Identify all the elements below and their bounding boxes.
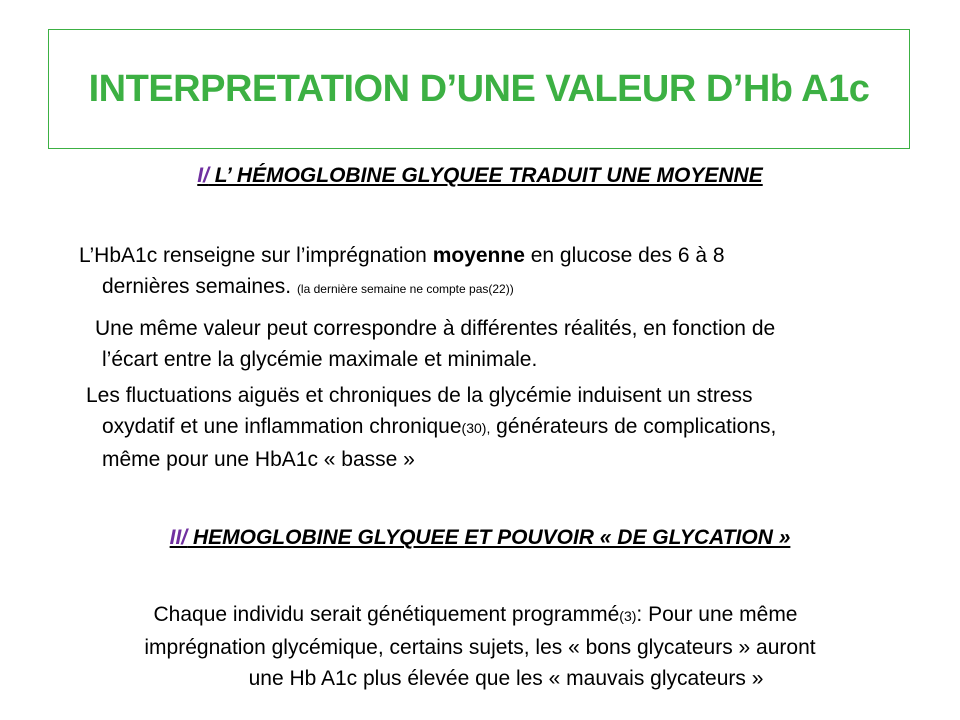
paragraph-3-text-b: générateurs de complications, — [490, 415, 777, 438]
paragraph-3-text-a: oxydatif et une inflammation chronique — [102, 415, 462, 438]
section-number-2: II/ — [169, 526, 188, 549]
paragraph-glycation-power — [0, 599, 960, 694]
paragraph-4-line-3: une Hb A1c plus élevée que les « mauvais glycateurs » — [248, 667, 764, 690]
section-heading-1 — [0, 164, 960, 188]
paragraph-3-ref: (30), — [461, 420, 491, 436]
paragraph-1-line-2 — [79, 271, 725, 305]
paragraph-4-ref: (3) — [619, 608, 637, 624]
paragraph-fluctuations — [86, 380, 776, 475]
paragraph-4-line-2: imprégnation glycémique, certains sujets, les « bons glycateurs » auront — [144, 636, 816, 659]
paragraph-3-line-1: Les fluctuations aiguës et chroniques de la glycémie induisent un stress — [86, 384, 753, 407]
paragraph-same-value — [95, 313, 775, 375]
paragraph-1-text-b: en glucose des 6 à 8 — [524, 244, 725, 267]
paragraph-3-line-2 — [86, 411, 776, 444]
paragraph-1-bold: moyenne — [432, 244, 525, 267]
paragraph-1-line-1 — [79, 240, 725, 271]
paragraph-1-text-c: dernières semaines. — [102, 275, 297, 298]
paragraph-hba1c-average — [79, 240, 725, 305]
section-heading-2 — [0, 526, 960, 550]
section-heading-2-text: HEMOGLOBINE GLYQUEE ET POUVOIR « DE GLYCATION » — [187, 526, 791, 549]
section-heading-1-text: L’ HÉMOGLOBINE GLYQUEE TRADUIT UNE MOYENNE — [208, 164, 763, 187]
paragraph-1-note: (la dernière semaine ne compte pas(22)) — [296, 282, 514, 296]
section-number-1: I/ — [197, 164, 209, 187]
paragraph-4-text-a: Chaque individu serait génétiquement programmé — [153, 603, 620, 626]
paragraph-2-line-2: l’écart entre la glycémie maximale et minimale. — [102, 348, 538, 371]
paragraph-4-text-b: : Pour une même — [636, 603, 798, 626]
title-box — [48, 29, 910, 149]
paragraph-4-line-1 — [0, 599, 960, 632]
paragraph-1-text-a: L’HbA1c renseigne sur l’imprégnation — [79, 244, 433, 267]
slide-title: INTERPRETATION D’UNE VALEUR D’Hb A1c — [88, 67, 870, 110]
paragraph-2-line-1: Une même valeur peut correspondre à différentes réalités, en fonction de — [95, 317, 776, 340]
paragraph-3-line-3: même pour une HbA1c « basse » — [102, 448, 415, 471]
